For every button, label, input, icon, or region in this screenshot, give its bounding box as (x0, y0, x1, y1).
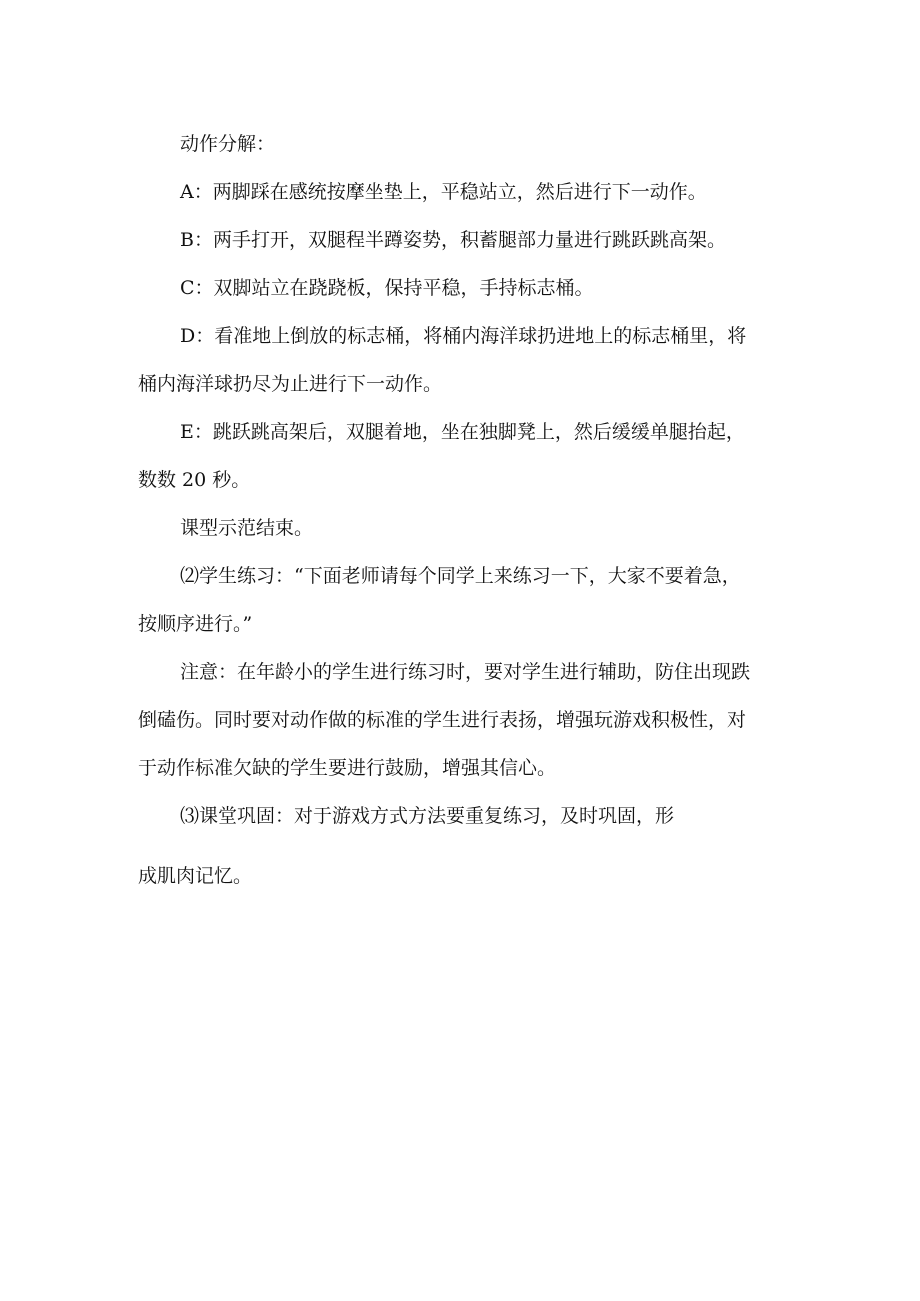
text-line: 课型示范结束。 (180, 517, 314, 539)
text-line: 按顺序进行。” (138, 613, 253, 635)
text-line: E：跳跃跳高架后，双腿着地，坐在独脚凳上，然后缓缓单腿抬起， (180, 421, 745, 443)
text-line: 数数 20 秒。 (138, 469, 251, 491)
text-line: ⑶课堂巩固：对于游戏方式方法要重复练习，及时巩固，形 (180, 805, 675, 827)
text-line: A：两脚踩在感统按摩坐垫上，平稳站立，然后进行下一动作。 (180, 181, 707, 203)
text-line: 注意：在年龄小的学生进行练习时，要对学生进行辅助，防住出现跌 (180, 661, 751, 683)
text-line: 成肌肉记忆。 (138, 865, 253, 887)
text-line: 桶内海洋球扔尽为止进行下一动作。 (138, 373, 443, 395)
text-line: C：双脚站立在跷跷板，保持平稳，手持标志桶。 (180, 277, 594, 299)
text-line: ⑵学生练习：“下面老师请每个同学上来练习一下，大家不要着急， (180, 565, 741, 587)
text-line: 动作分解： (180, 133, 276, 155)
text-line: B：两手打开，双腿程半蹲姿势，积蓄腿部力量进行跳跃跳高架。 (180, 229, 726, 251)
text-line: D：看准地上倒放的标志桶，将桶内海洋球扔进地上的标志桶里，将 (180, 325, 747, 347)
text-line: 于动作标准欠缺的学生要进行鼓励，增强其信心。 (138, 757, 557, 779)
text-line: 倒磕伤。同时要对动作做的标准的学生进行表扬，增强玩游戏积极性，对 (138, 709, 747, 731)
